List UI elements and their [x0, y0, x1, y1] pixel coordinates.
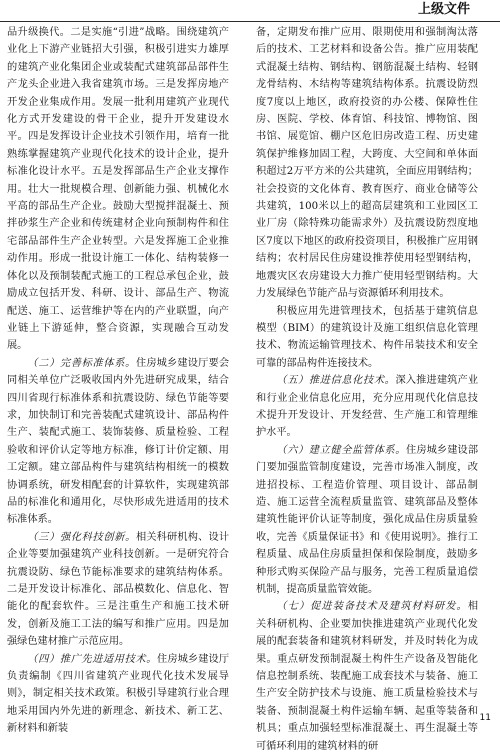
paragraph-text: 品升级换代。二是实施“引进”战略。围绕建筑产业化上下游产业链招大引强，积极引进实力雄厚的建筑产业化集团企业或装配式建筑部品部件生产龙头企业进入我省建筑市场。三是发挥房地产开发企业集成作用。发展一批利用建筑产业现代化方式开发建设的骨干企业，提升开发建设水平。四是发挥设计企业技术引领作用，培育一批熟练掌握建筑产业现代化技术的设计企业，提升标准化设计水平。五是发挥部品生产企业支撑作用。壮大一批规模合理、创新能力强、机械化水平高的部品生产企业。鼓励大型搅拌混凝土、预拌砂浆生产企业和传统建材企业向预制构件和住宅部品部件生产企业转型。六是发挥施工企业推动作用。形成一批设计施工一体化、结构装修一体化以及预制装配式施工的工程总承包企业，鼓励成立包括开发、科研、设计、部品生产、物流配送、施工、运营维护等在内的产业联盟，向产业链上下游延伸，整合资源，实现融合互动发展。 — [7, 27, 229, 352]
paragraph — [256, 372, 478, 442]
paragraph-text: 相关科研机构、设计企业等要加强建筑产业科技创新。一是研究符合抗震设防、绿色节能标准要求的建筑结构体系。二是开发设计标准化、部品模数化、信息化、智能化的配套软件。三是注重生产和施工技术研发，创新及施工工法的编写和推广应用。四是加强绿色建材推广示范应用。 — [7, 531, 230, 648]
paragraph-text: 住房城乡建设部门要加强监管制度建设，完善市场准入制度，改进招投标、工程造价管理、项目设计、部品制造、施工运营全流程质量监管、建筑部品及整体建筑性能评价认证等制度，强化成品住房质量验收，完善《质量保证书》和《使用说明》。推行工程质量、成品住房质量担保和保险制度，鼓励多种形式购买保险产品与服务，完善工程质量追偿机制，提高质量监管效能。 — [256, 444, 479, 595]
paragraph — [256, 24, 478, 303]
page-number: 11 — [479, 713, 491, 723]
paragraph-text: 深入推进建筑产业和行业企业信息化应用，充分应用现代化信息技术提升开发设计、开发经营、生产施工和管理维护水平。 — [256, 375, 479, 439]
paragraph-text: 备，定期发布推广应用、限期使用和强制淘汰落后的技术、工艺材料和设备公告。推广应用装配式混凝土结构、钢结构、钢筋混凝土结构、轻钢龙骨结构、木结构等建筑结构体系。抗震设防烈度7度以上地区，政府投资的办公楼、保障性住房、医院、学校、体育馆、科技馆、博物馆、图书馆、展览馆、棚户区危旧房改造工程、历史建筑保护维修加固工程，大跨度、大空间和单体面积超过2万平方米的公共建筑，全面应用钢结构；社会投资的文化体育、教育医疗、商业仓储等公共建筑，100米以上的超高层建筑和工业园区工业厂房（除特殊功能需求外）及抗震设防烈度地区7度以下地区的政府投资项目，积极推广应用钢结构；农村居民住房建设推荐使用轻型钢结构，地震灾区农房建设大力推广使用轻型钢结构。大力发展绿色节能产品与资源循环利用技术。 — [256, 27, 478, 300]
right-column — [256, 24, 478, 755]
paragraph — [256, 442, 478, 599]
left-column — [7, 24, 229, 738]
section-heading: （二）完善标准体系。 — [27, 357, 136, 369]
paragraph-text: 住房城乡建设厅要会同相关单位广泛吸收国内外先进研究成果，结合四川省现行标准体系和抗震设防、绿色节能等要求，加快制订和完善装配式建筑设计、部品构件生产、装配式施工、装饰装修、质量检验、工程验收和评价认定等地方标准，修订计价定额、用工定额。建立部品构件与建筑结构相统一的模数协调系统，研发相配套的计算软件，实现建筑部品的标准化和通用化，尽快形成先进适用的技术标准体系。 — [7, 357, 230, 526]
paragraph — [256, 303, 478, 373]
section-heading: （五）推进信息化技术。 — [276, 375, 396, 387]
paragraph-text: 积极应用先进管理技术，包括基于建筑信息模型（BIM）的建筑设计及施工组织信息化管理技术、物流运输管理技术、构件吊装技术和安全可靠的部品构件连接技术。 — [256, 305, 478, 369]
paragraph-text: 相关科研机构、企业要加快推进建筑产业现代化发展的配套装备和建筑材料研发，并及时转化为成果。重点研发预制混凝土构件生产设备及智能化信息控制系统、装配施工成套技术与装备、施工生产安全防护技术与设施、施工质量检验技术与装备、预制混凝土构件运输车辆、起重等装备和机具；重点加强轻型标准混凝土、再生混凝土等可循环利用的建筑材料的研 — [256, 601, 478, 752]
page-header — [0, 0, 500, 22]
paragraph — [7, 651, 229, 738]
paragraph — [7, 529, 229, 651]
header-label: 上级文件 — [417, 2, 470, 17]
paragraph — [256, 598, 478, 755]
section-heading: （四）推广先进适用技术。 — [27, 653, 158, 665]
section-heading: （七）促进装备技术及建筑材料研发。 — [276, 601, 468, 613]
section-heading: （三）强化科技创新。 — [27, 531, 136, 543]
paragraph — [7, 355, 229, 529]
section-heading: （六）建立健全监管体系。 — [276, 444, 407, 456]
paragraph — [7, 24, 229, 355]
paragraph-text: 住房城乡建设厅负责编制《四川省建筑产业现代化技术发展导则》，制定相关技术政策。积极引导建筑行业合理地采用国内外先进的新理念、新技术、新工艺、新材料和新装 — [7, 653, 230, 735]
